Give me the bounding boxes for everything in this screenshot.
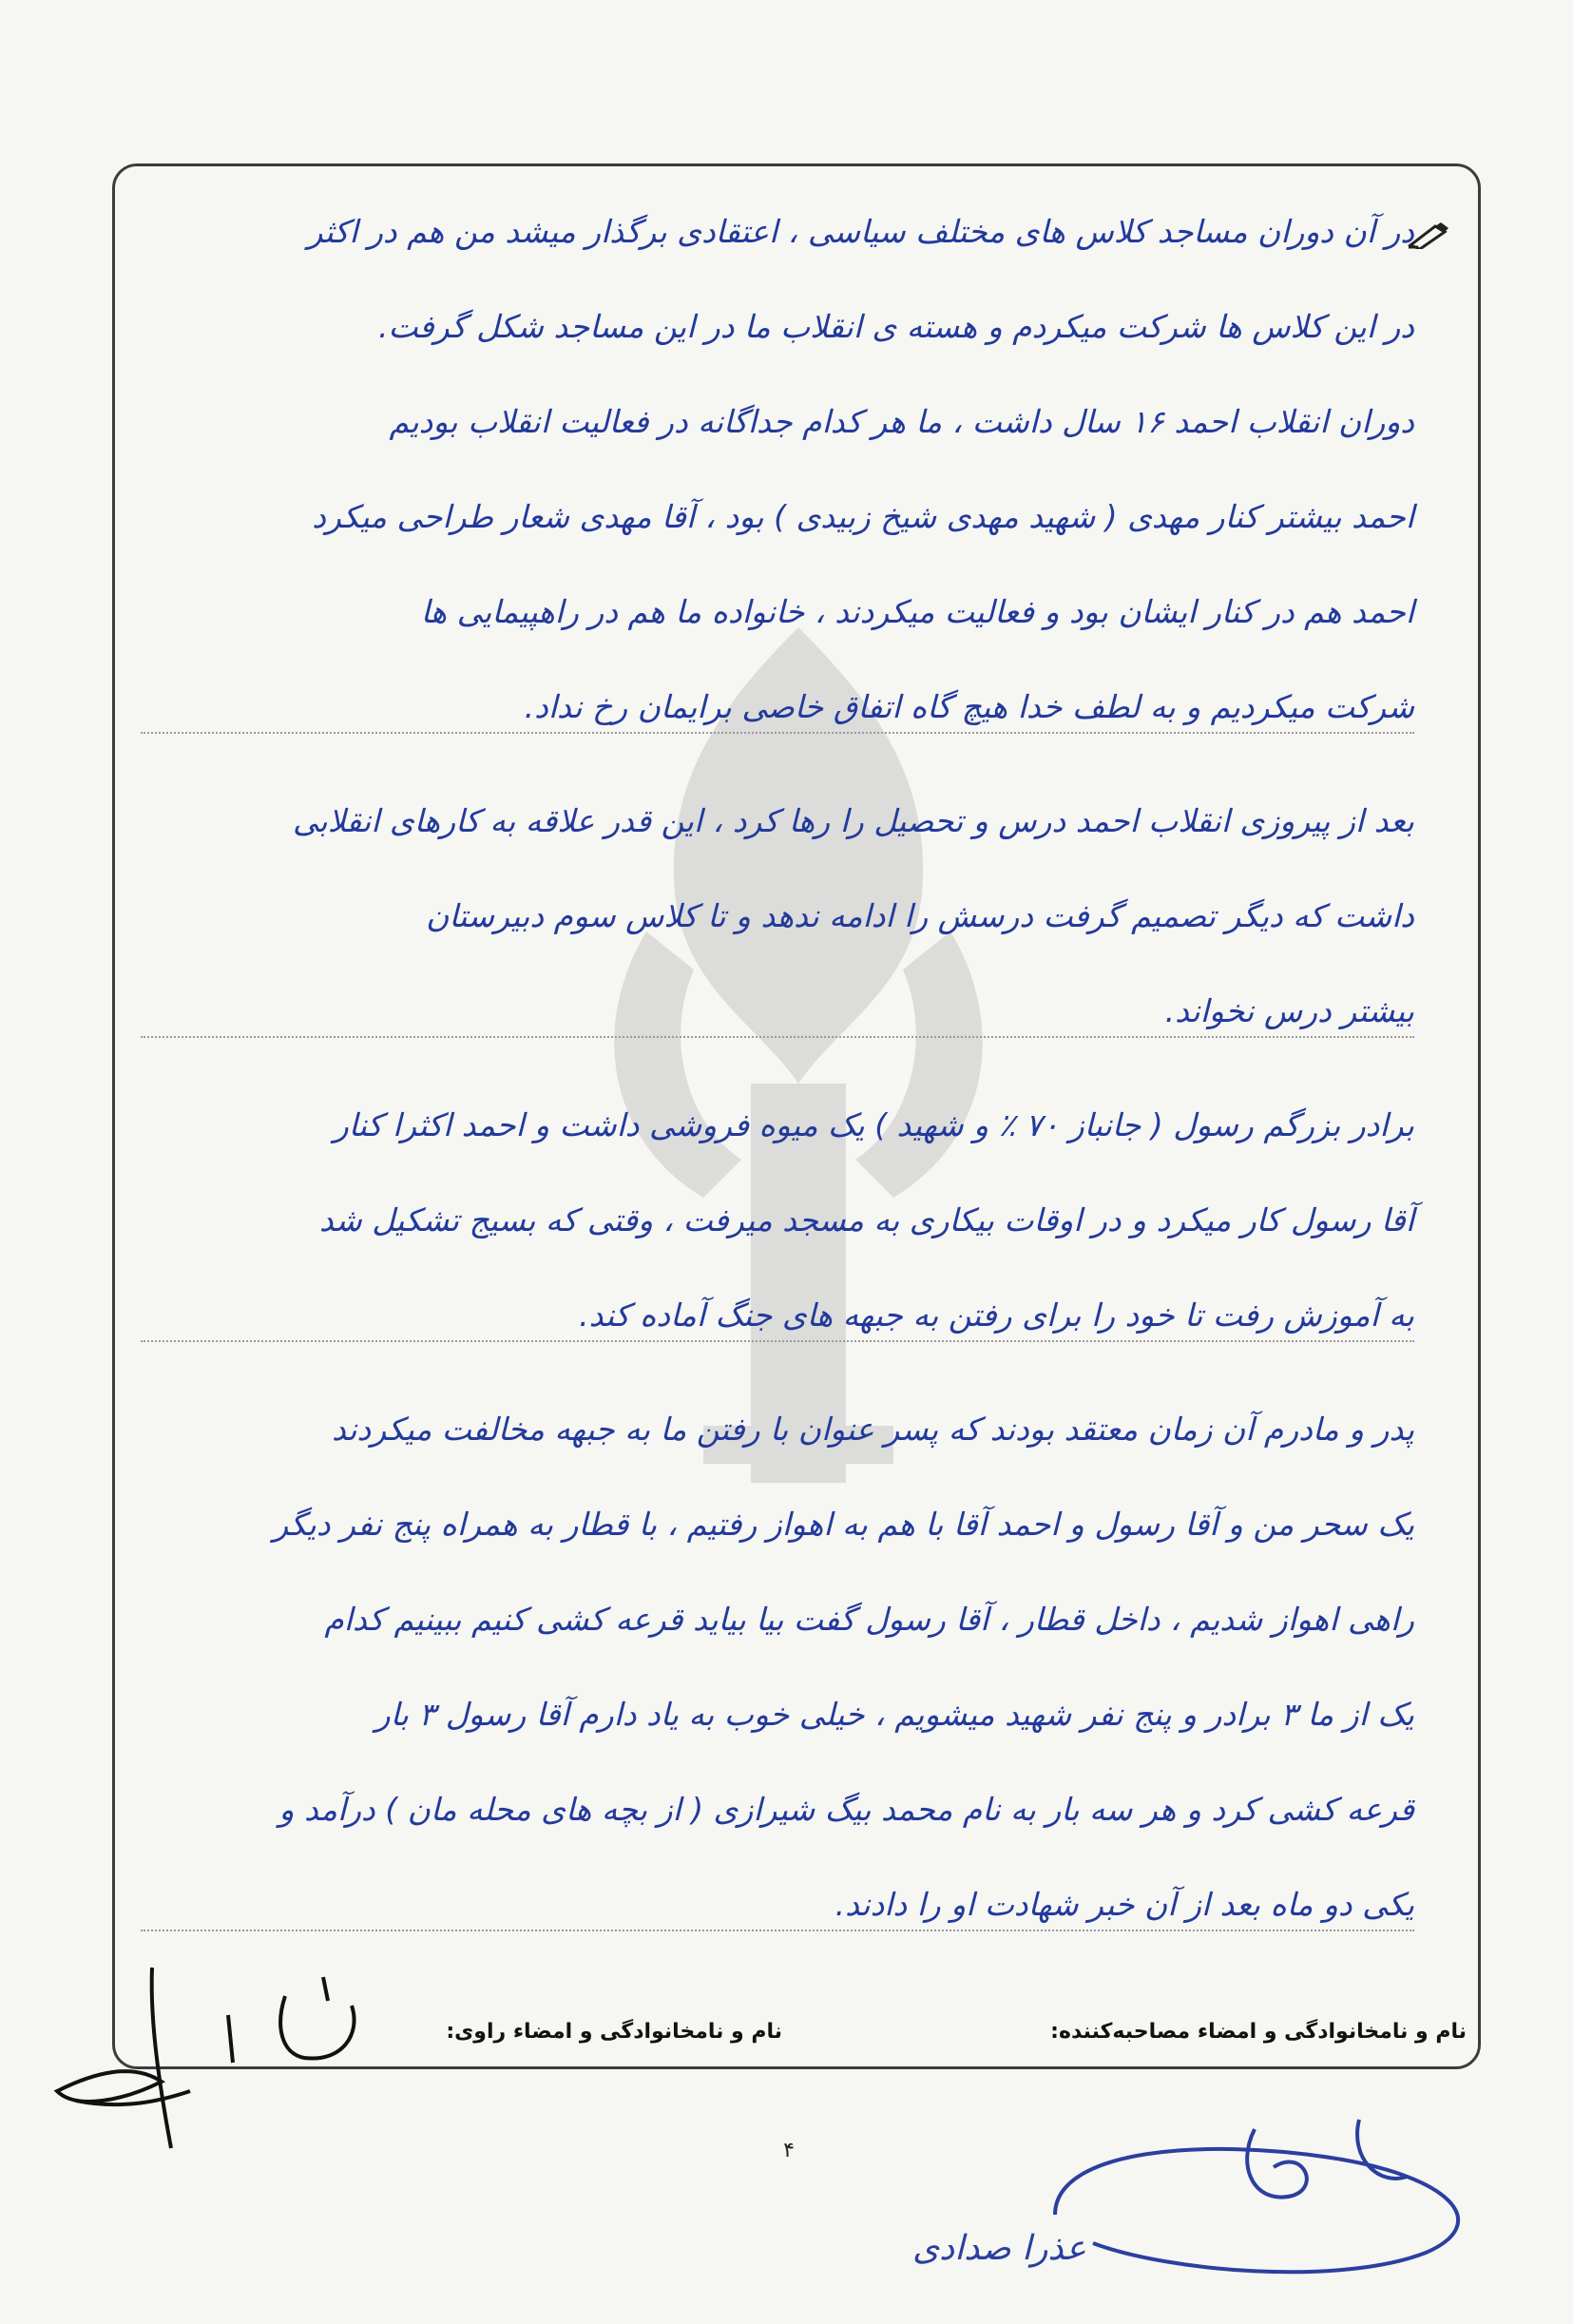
narrative-line: قرعه کشی کرد و هر سه بار به نام محمد بیگ شیرازی ( از بچه های محله مان ) درآمد و <box>278 1791 1414 1828</box>
narrative-line: یک از ما ۳ برادر و پنج نفر شهید میشویم ، خیلی خوب به یاد دارم آقا رسول ۳ بار <box>374 1696 1414 1733</box>
interviewer-signature-label: نام و نامخانوادگی و امضاء مصاحبه‌کننده: <box>1050 2020 1467 2044</box>
page-number: ۴ <box>783 2139 795 2162</box>
narrative-line: بعد از پیروزی انقلاب احمد درس و تحصیل را رها کرد ، این قدر علاقه به کارهای انقلابی <box>293 802 1414 839</box>
narrative-line: پدر و مادرم آن زمان معتقد بودند که پسر عنوان با رفتن ما به جبهه مخالفت میکردند <box>332 1411 1414 1448</box>
narrative-line: به آموزش رفت تا خود را برای رفتن به جبهه های جنگ آماده کند. <box>141 1291 1414 1342</box>
interviewee-signature <box>38 1958 380 2177</box>
interviewer-signature <box>1017 2110 1511 2291</box>
narrative-line: بیشتر درس نخواند. <box>141 987 1414 1038</box>
narrative-line: احمد هم در کنار ایشان بود و فعالیت میکردند ، خانواده ما هم در راهپیمایی ها <box>420 593 1414 630</box>
narrative-line: راهی اهواز شدیم ، داخل قطار ، آقا رسول گفت بیا بیاید قرعه کشی کنیم ببینیم کدام <box>324 1601 1414 1638</box>
interviewer-handwritten-name: عذرا صدادی <box>912 2229 1086 2268</box>
narrative-line: یک سحر من و آقا رسول و احمد آقا با هم به اهواز رفتیم ، با قطار به همراه پنج نفر دیگر <box>273 1506 1414 1543</box>
narrative-line: در آن دوران مساجد کلاس های مختلف سیاسی ، اعتقادی برگذار میشد من هم در اکثر <box>307 213 1414 250</box>
narrative-line: احمد بیشتر کنار مهدی ( شهید مهدی شیخ زبیدی ) بود ، آقا مهدی شعار طراحی میکرد <box>312 498 1414 535</box>
narrative-line: در این کلاس ها شرکت میکردم و هسته ی انقلاب ما در این مساجد شکل گرفت. <box>378 308 1414 345</box>
narrative-line: شرکت میکردیم و به لطف خدا هیچ گاه اتفاق خاصی برایمان رخ نداد. <box>141 682 1414 734</box>
narrative-line: یکی دو ماه بعد از آن خبر شهادت او را دادند. <box>141 1880 1414 1931</box>
narrative-line: آقا رسول کار میکرد و در اوقات بیکاری به مسجد میرفت ، وقتی که بسیج تشکیل شد <box>318 1201 1414 1239</box>
narrative-line: دوران انقلاب احمد ۱۶ سال داشت ، ما هر کدام جداگانه در فعالیت انقلاب بودیم <box>389 403 1414 440</box>
interviewee-signature-label: نام و نامخانوادگی و امضاء راوی: <box>446 2020 782 2044</box>
narrative-line: داشت که دیگر تصمیم گرفت درسش را ادامه ندهد و تا کلاس سوم دبیرستان <box>426 897 1414 934</box>
narrative-line: برادر بزرگم رسول ( جانباز ۷۰ ٪ و شهید ) یک میوه فروشی داشت و احمد اکثرا کنار <box>333 1106 1414 1143</box>
